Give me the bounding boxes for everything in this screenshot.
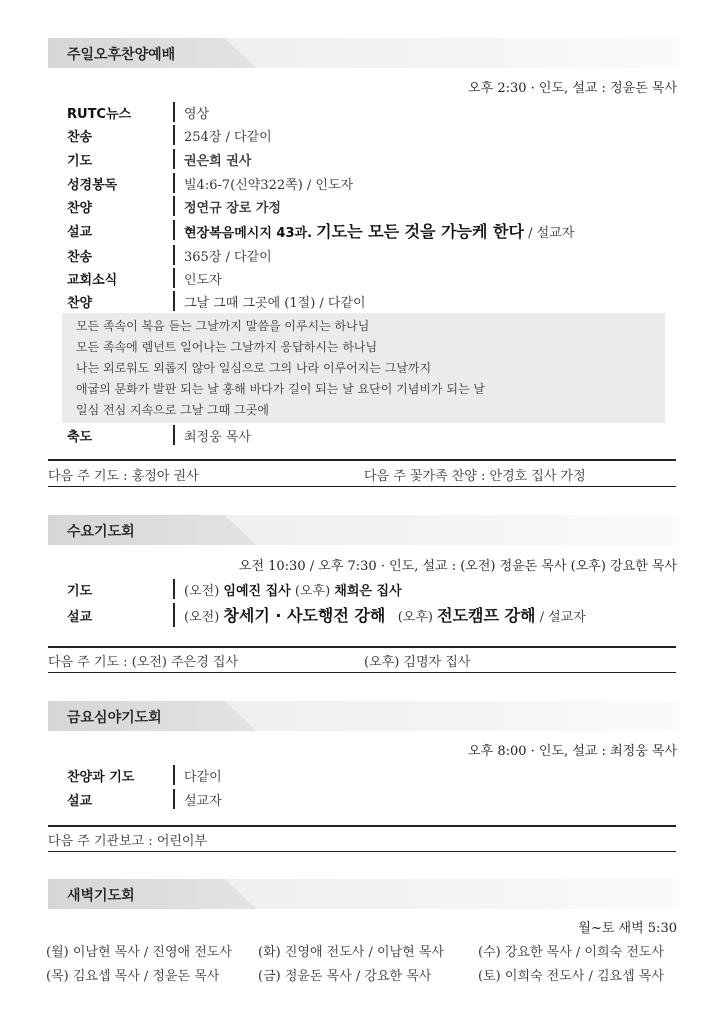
- row-value: 인도자: [184, 273, 222, 288]
- divider: [173, 102, 175, 122]
- divider-line: [48, 459, 676, 461]
- row-label: RUTC뉴스: [67, 107, 132, 122]
- lyrics-line: 모든 족속에 렘넌트 일어나는 그날까지 응답하시는 하나님: [76, 340, 378, 354]
- divider: [173, 149, 175, 169]
- row-value: 설교자: [184, 794, 222, 809]
- section-title: 주일오후찬양예배: [67, 47, 176, 63]
- divider: [173, 173, 175, 193]
- program-row-sermon: [67, 219, 687, 241]
- program-row: [67, 172, 687, 194]
- divider: [173, 291, 175, 311]
- dawn-schedule-item: (월) 이남현 목사 / 진영애 전도사: [46, 945, 232, 960]
- section-title: 금요심야기도회: [67, 710, 162, 726]
- program-row: [67, 195, 687, 217]
- divider: [173, 789, 175, 809]
- divider: [173, 245, 175, 265]
- row-value: 영상: [184, 107, 210, 122]
- row-value: 정연규 장로 가정: [184, 201, 281, 216]
- divider: [173, 268, 175, 288]
- next-week-pm: (오후) 김명자 집사: [364, 655, 471, 670]
- pm-prayer-name: 채희은 집사: [334, 584, 402, 599]
- row-value: 빌4:6-7(신약322쪽) / 인도자: [184, 178, 354, 193]
- divider: [173, 425, 175, 445]
- lyrics-line: 애굽의 문화가 발판 되는 날 홍해 바다가 길이 되는 날 요단이 기념비가 되는 날: [76, 382, 485, 396]
- row-label: 기도: [67, 154, 93, 169]
- divider-line: [48, 825, 676, 827]
- next-week-report: 다음 주 기관보고 : 어린이부: [48, 834, 208, 849]
- row-value: 권은희 권사: [184, 154, 252, 169]
- dawn-schedule-item: (토) 이희숙 전도사 / 김요셉 목사: [478, 969, 664, 984]
- next-week-praise: 다음 주 꽃가족 찬양 : 안경호 집사 가정: [364, 469, 586, 484]
- row-label: 설교: [67, 794, 93, 809]
- row-label: 교회소식: [67, 273, 118, 288]
- dawn-info: 월~토 새벽 5:30: [578, 921, 677, 936]
- program-row: [67, 290, 687, 312]
- sermon-speaker: / 설교자: [539, 610, 586, 625]
- row-label: 성경봉독: [67, 178, 118, 193]
- program-row-benediction: [67, 424, 687, 446]
- section-header-sunday: [48, 38, 680, 68]
- row-value: [184, 580, 402, 599]
- am-tag: (오전): [184, 610, 220, 625]
- pm-tag: (오후): [397, 610, 433, 625]
- next-week-prayer: 다음 주 기도 : 홍정아 권사: [48, 469, 199, 484]
- pm-tag: (오후): [294, 584, 331, 599]
- divider: [173, 196, 175, 216]
- divider-line: [48, 486, 676, 487]
- row-value: 365장 / 다같이: [184, 250, 272, 265]
- program-row: [67, 101, 687, 123]
- program-row: [67, 267, 687, 289]
- row-value: [184, 219, 574, 242]
- friday-info: 오후 8:00 · 인도, 설교 : 최정웅 목사: [468, 744, 677, 759]
- row-label: 찬양: [67, 201, 93, 216]
- lyrics-line: 나는 외로워도 외롭지 않아 일심으로 그의 나라 이루어지는 그날까지: [76, 361, 432, 375]
- pm-sermon-title: 전도캠프 강해: [437, 606, 536, 625]
- program-row: [67, 124, 687, 146]
- row-label: 찬양: [67, 296, 93, 311]
- section-header-dawn: [48, 879, 680, 909]
- divider: [173, 579, 175, 599]
- row-label: 찬송: [67, 250, 93, 265]
- sunday-info: 오후 2:30 · 인도, 설교 : 정윤돈 목사: [468, 81, 677, 96]
- lyrics-box: [62, 313, 665, 423]
- divider-line: [48, 851, 676, 852]
- wednesday-info: 오전 10:30 / 오후 7:30 · 인도, 설교 : (오전) 정윤돈 목사 (오후) 강요한 목사: [238, 559, 677, 574]
- row-label: 찬양과 기도: [67, 770, 135, 785]
- program-row: [67, 244, 687, 266]
- divider-line: [48, 672, 676, 673]
- row-label: 축도: [67, 430, 93, 445]
- am-tag: (오전): [184, 584, 220, 599]
- row-value: 254장 / 다같이: [184, 130, 272, 145]
- section-header-wednesday: [48, 515, 680, 545]
- program-row: [67, 764, 687, 786]
- divider: [173, 603, 175, 627]
- program-row: [67, 148, 687, 170]
- row-value: 그날 그때 그곳에 (1절) / 다같이: [184, 296, 366, 311]
- dawn-schedule-item: (목) 김요셉 목사 / 정윤돈 목사: [46, 969, 220, 984]
- row-label: 기도: [67, 584, 93, 599]
- row-value: [184, 603, 586, 626]
- next-week-am: 다음 주 기도 : (오전) 주은경 집사: [48, 655, 239, 670]
- am-sermon-title: 창세기 · 사도행전 강해: [223, 606, 386, 625]
- row-label: 찬송: [67, 130, 93, 145]
- row-label: 설교: [67, 225, 93, 240]
- am-prayer-name: 임예진 집사: [223, 584, 291, 599]
- section-header-friday: [48, 701, 680, 731]
- row-label: 설교: [67, 610, 93, 625]
- row-value: 최정웅 목사: [184, 430, 251, 445]
- sermon-speaker: / 설교자: [528, 226, 575, 241]
- dawn-schedule-item: (화) 진영애 전도사 / 이남현 목사: [258, 945, 444, 960]
- divider: [173, 125, 175, 145]
- program-row-sermon: [67, 602, 687, 628]
- section-title: 새벽기도회: [67, 888, 135, 904]
- divider-line: [48, 646, 676, 648]
- lyrics-line: 모든 족속이 복음 듣는 그날까지 말씀을 이루시는 하나님: [76, 319, 370, 333]
- sermon-series: 현장복음메시지 43과.: [184, 226, 313, 241]
- program-row: [67, 788, 687, 810]
- section-title: 수요기도회: [67, 524, 135, 540]
- program-row: [67, 578, 687, 600]
- dawn-schedule-item: (수) 강요한 목사 / 이희숙 전도사: [478, 945, 664, 960]
- dawn-schedule-item: (금) 정윤돈 목사 / 강요한 목사: [258, 969, 432, 984]
- lyrics-line: 일심 전심 지속으로 그날 그때 그곳에: [76, 403, 269, 417]
- row-value: 다같이: [184, 770, 222, 785]
- sermon-title: 기도는 모든 것을 가능케 한다: [316, 222, 524, 241]
- divider: [173, 220, 175, 240]
- divider: [173, 765, 175, 785]
